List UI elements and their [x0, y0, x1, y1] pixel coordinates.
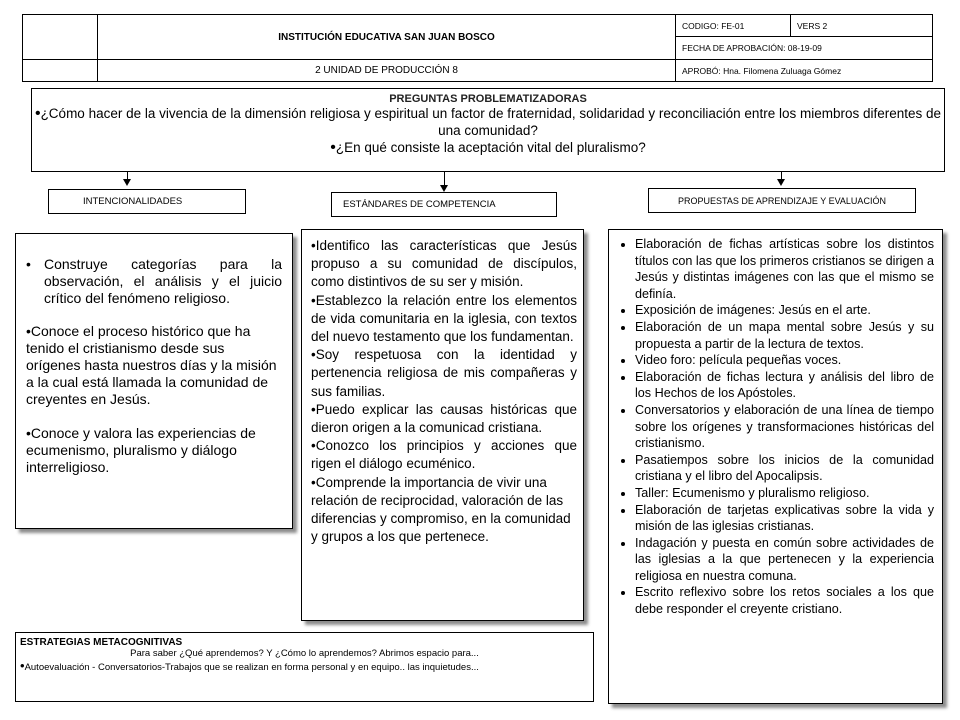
- preguntas-title: PREGUNTAS PROBLEMATIZADORAS: [389, 93, 587, 105]
- list-item: • Exposición de imágenes: Jesús en el arte.: [635, 302, 934, 319]
- metacognitivas-box: [15, 632, 594, 702]
- metacognitivas-title: ESTRATEGIAS METACOGNITIVAS: [20, 637, 183, 648]
- preguntas-box: [31, 88, 945, 172]
- aprobo-cell: APROBÓ: Hna. Filomena Zuluaga Gómez: [676, 60, 933, 82]
- list-item: • Video foro: película pequeñas voces.: [635, 352, 934, 369]
- propuestas-list: [609, 236, 934, 618]
- list-item: • Escrito reflexivo sobre los retos sociales a los que debe responder el creyente cristiano.: [635, 584, 934, 617]
- metacognitivas-subtitle: Para saber ¿Qué aprendemos? Y ¿Cómo lo aprendemos? Abrimos espacio para...: [130, 648, 479, 659]
- metacognitivas-body: •Autoevaluación - Conversatorios-Trabajos que se realizan en forma personal y en equipo.. las inquietudes...: [20, 658, 479, 673]
- blank-cell: [23, 60, 98, 82]
- arrow-down-icon: [777, 179, 785, 186]
- list-item: • Indagación y puesta en común sobre actividades de las iglesias a la que pertenecen y la experiencia religiosa en nuestra comuna.: [635, 535, 934, 585]
- list-item: • Construye categorías para la observación, el análisis y el juicio crítico del fenómeno religioso.: [26, 256, 282, 306]
- fecha-cell: FECHA DE APROBACIÓN: 08-19-09: [676, 37, 933, 60]
- list-item: • Taller: Ecumenismo y pluralismo religioso.: [635, 485, 934, 502]
- estandar-item: •Establezco la relación entre los elementos de vida comunitaria en la iglesia, con textos del nuevo testamento que los fundamentan.: [311, 292, 577, 345]
- list-item: •Conoce y valora las experiencias de ecumenismo, pluralismo y diálogo interreligioso.: [26, 425, 256, 475]
- intencionalidades-list: [26, 256, 282, 476]
- list-item: • Elaboración de fichas artísticas sobre los distintos títulos con las que los primeros cristianos se dirigen a Jesús y distintas imágenes con las que el mismo se definía.: [635, 236, 934, 302]
- unidad-cell: 2 UNIDAD DE PRODUCCIÓN 8: [98, 60, 676, 82]
- pregunta-1: •¿Cómo hacer de la vivencia de la dimensión religiosa y espiritual un factor de fraternidad, solidaridad y reconciliación entre los miembros diferentes de una comunidad?: [34, 105, 942, 138]
- list-item: • Elaboración de un mapa mental sobre Jesús y su propuesta a partir de la lectura de textos.: [635, 319, 934, 352]
- propuestas-box: [608, 229, 943, 704]
- codigo-cell: CODIGO: FE-01: [676, 15, 791, 37]
- logo-cell: [23, 15, 98, 60]
- list-item: •Conoce el proceso histórico que ha tenido el cristianismo desde sus orígenes hasta nuestros días y la misión a la cual está llamada la comunidad de creyentes en Jesús.: [26, 323, 277, 407]
- intencionalidades-box: [15, 233, 293, 529]
- list-item: • Conversatorios y elaboración de una línea de tiempo sobre los orígenes y transformaciones históricas del cristianismo.: [635, 402, 934, 452]
- list-item: • Elaboración de tarjetas explicativas sobre la vida y misión de las iglesias cristianas.: [635, 502, 934, 535]
- header-table: [22, 14, 933, 82]
- label-propuestas: PROPUESTAS DE APRENDIZAJE Y EVALUACIÓN: [648, 188, 916, 213]
- list-item: • Elaboración de fichas lectura y análisis del libro de los Hechos de los Apóstoles.: [635, 369, 934, 402]
- version-cell: VERS 2: [791, 15, 933, 37]
- estandar-item: •Puedo explicar las causas históricas que dieron origen a la comunicad cristiana.: [311, 401, 577, 436]
- estandar-item: •Soy respetuosa con la identidad y pertenencia religiosa de mis compañeras y sus familias.: [311, 347, 577, 399]
- estandar-item: •Conozco los principios y acciones que rigen el diálogo ecuménico.: [311, 438, 577, 472]
- list-item: • Pasatiempos sobre los inicios de la comunidad cristiana y el libro del Apocalipsis.: [635, 452, 934, 485]
- institution-name: INSTITUCIÓN EDUCATIVA SAN JUAN BOSCO: [98, 15, 676, 60]
- estandar-item: •Identifico las características que Jesús propuso a su comunidad de discípulos, como distintivos de su ser y misión.: [311, 238, 577, 290]
- label-estandares: ESTÁNDARES DE COMPETENCIA: [331, 192, 557, 217]
- estandar-item: •Comprende la importancia de vivir una relación de reciprocidad, valoración de las diferencias y compromiso, en la comunidad y grupos a los que pertenece.: [311, 474, 571, 545]
- label-intencionalidades: INTENCIONALIDADES: [48, 189, 246, 214]
- arrow-down-icon: [123, 179, 131, 186]
- estandares-box: [301, 229, 584, 621]
- arrow-down-icon: [440, 185, 448, 192]
- pregunta-2: •¿En qué consiste la aceptación vital del pluralismo?: [330, 139, 646, 156]
